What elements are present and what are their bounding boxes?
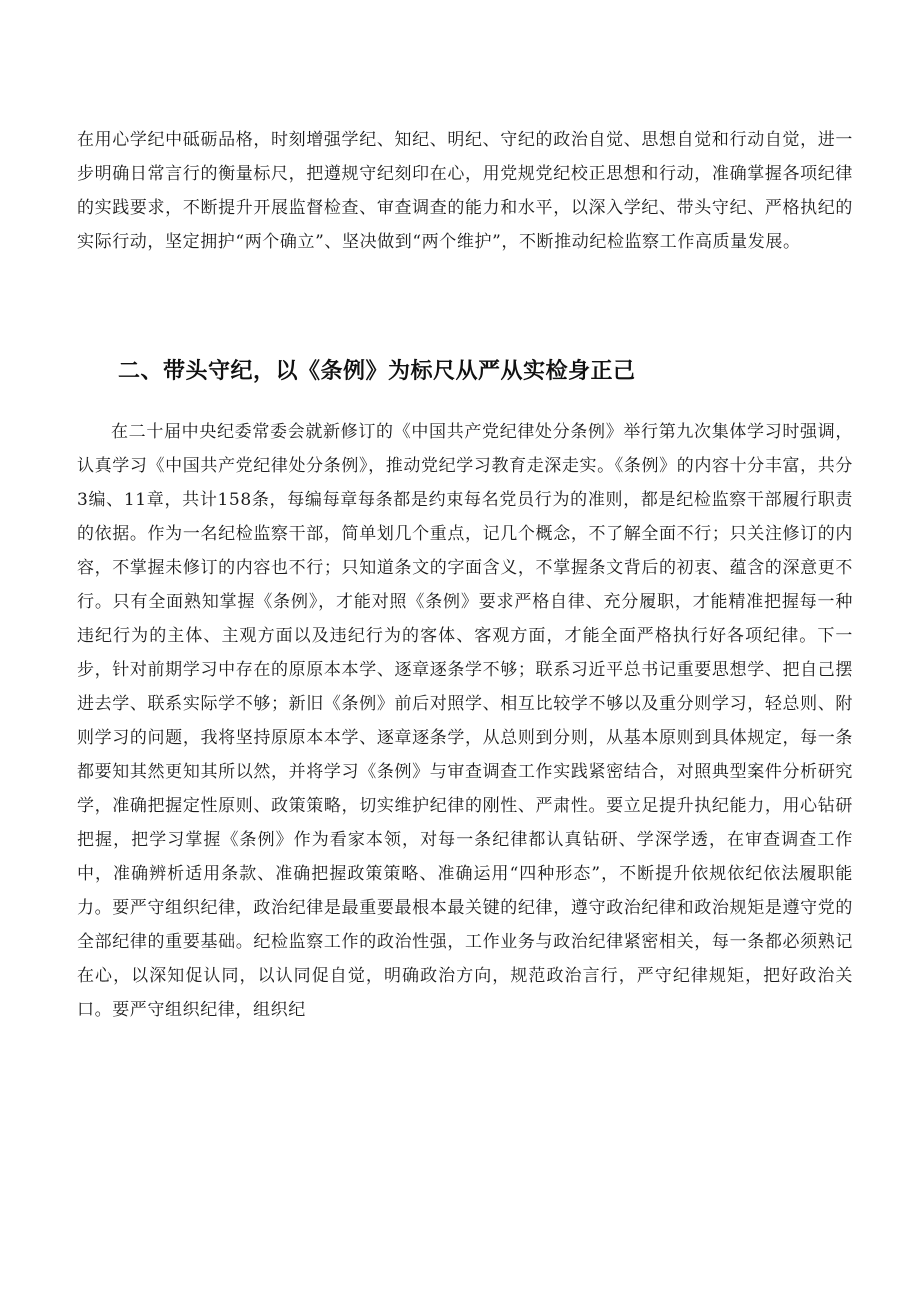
body-paragraph-2: 在二十届中央纪委常委会就新修订的《中国共产党纪律处分条例》举行第九次集体学习时强调，认真学习《中国共产党纪律处分条例》，推动党纪学习教育走深走实。《条例》的内容十分丰富，共分3编、11章，共计158条，每编每章每条都是约束每名党员行为的准则，都是纪检监察干部履行职责的依据。作为一名纪检监察干部，简单划几个重点，记几个概念，不了解全面不行；只关注修订的内容，不掌握未修订的内容也不行；只知道条文的字面含义，不掌握条文背后的初衷、蕴含的深意更不行。只有全面熟知掌握《条例》，才能对照《条例》要求严格自律、充分履职，才能精准把握每一种违纪行为的主体、主观方面以及违纪行为的客体、客观方面，才能全面严格执行好各项纪律。下一步，针对前期学习中存在的原原本本学、逐章逐条学不够；联系习近平总书记重要思想学、把自己摆进去学、联系实际学不够；新旧《条例》前后对照学、相互比较学不够以及重分则学习，轻总则、附则学习的问题，我将坚持原原本本学、逐章逐条学，从总则到分则，从基本原则到具体规定，每一条都要知其然更知其所以然，并将学习《条例》与审查调查工作实践紧密结合，对照典型案件分析研究学，准确把握定性原则、政策策略，切实维护纪律的刚性、严肃性。要立足提升执纪能力，用心钻研把握，把学习掌握《条例》作为看家本领，对每一条纪律都认真钻研、学深学透，在审查调查工作中，准确辨析适用条款、准确把握政策策略、准确运用“四种形态”，不断提升依规依纪依法履职能力。要严守组织纪律，政治纪律是最重要最根本最关键的纪律，遵守政治纪律和政治规矩是遵守党的全部纪律的重要基础。纪检监察工作的政治性强，工作业务与政治纪律紧密相关，每一条都必须熟记在心，以深知促认同，以认同促自觉，明确政治方向，规范政治言行，严守纪律规矩，把好政治关口。要严守组织纪律，组织纪 xyxy=(77,422,853,1020)
body-paragraph-1: 在用心学纪中砥砺品格，时刻增强学纪、知纪、明纪、守纪的政治自觉、思想自觉和行动自觉，进一步明确日常言行的衡量标尺，把遵规守纪刻印在心，用党规党纪校正思想和行动，准确掌握各项纪律的实践要求，不断提升开展监督检查、审查调查的能力和水平，以深入学纪、带头守纪、严格执纪的实际行动，坚定拥护“两个确立”、坚决做到“两个维护”，不断推动纪检监察工作高质量发展。 xyxy=(77,130,853,252)
section-heading-2: 二、带头守纪，以《条例》为标尺从严从实检身正己 xyxy=(118,359,636,384)
